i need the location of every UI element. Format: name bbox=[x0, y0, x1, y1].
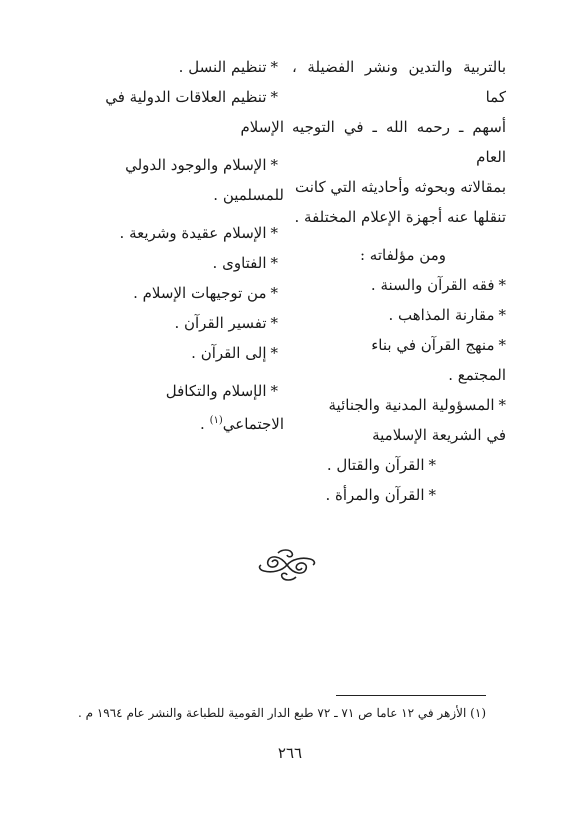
right-column bbox=[292, 52, 506, 510]
footnote-divider bbox=[336, 695, 486, 696]
work-title: الإسلام والتكافل bbox=[165, 382, 267, 400]
work-item bbox=[292, 330, 506, 360]
work-item bbox=[74, 218, 284, 248]
work-title: الإسلام والوجود الدولي bbox=[125, 156, 267, 174]
bullet-icon: * bbox=[498, 396, 506, 414]
work-title: فقه القرآن والسنة . bbox=[370, 276, 495, 294]
work-continuation bbox=[74, 406, 284, 439]
bullet-icon: * bbox=[270, 156, 278, 174]
intro-line: أسهم ـ رحمه الله ـ في التوجيه العام bbox=[292, 118, 506, 166]
work-item bbox=[292, 480, 506, 510]
work-item bbox=[74, 248, 284, 278]
work-item bbox=[292, 450, 506, 480]
bullet-icon: * bbox=[270, 314, 278, 332]
work-item bbox=[74, 338, 284, 368]
bullet-icon: * bbox=[270, 224, 278, 242]
work-title: القرآن والمرأة . bbox=[325, 486, 425, 504]
work-item bbox=[292, 270, 506, 300]
bullet-icon: * bbox=[498, 306, 506, 324]
ornament-icon bbox=[252, 545, 322, 585]
intro-line: بمقالاته وبحوثه وأحاديثه التي كانت bbox=[295, 178, 506, 196]
work-continuation: المجتمع . bbox=[448, 366, 506, 384]
intro-line: بالتربية والتدين ونشر الفضيلة ، كما bbox=[292, 58, 506, 106]
bullet-icon: * bbox=[270, 254, 278, 272]
work-title: تنظيم النسل . bbox=[178, 58, 267, 76]
bullet-icon: * bbox=[270, 284, 278, 302]
bullet-icon: * bbox=[428, 456, 436, 474]
work-title: القرآن والقتال . bbox=[326, 456, 425, 474]
work-item bbox=[292, 300, 506, 330]
work-item bbox=[74, 52, 284, 82]
work-title: تفسير القرآن . bbox=[174, 314, 267, 332]
footnote-marker: (١) bbox=[209, 415, 223, 426]
work-continuation: في الشريعة الإسلامية bbox=[372, 426, 506, 444]
bullet-icon: * bbox=[270, 344, 278, 362]
bullet-icon: * bbox=[498, 276, 506, 294]
work-continuation: للمسلمين . bbox=[213, 186, 284, 204]
bullet-icon: * bbox=[428, 486, 436, 504]
work-item bbox=[74, 278, 284, 308]
work-title: من توجيهات الإسلام . bbox=[133, 284, 267, 302]
work-title: منهج القرآن في بناء bbox=[371, 336, 495, 354]
page-number: ٢٦٦ bbox=[277, 744, 303, 762]
work-title: إلى القرآن . bbox=[191, 344, 267, 362]
work-title: مقارنة المذاهب . bbox=[388, 306, 495, 324]
work-item bbox=[74, 150, 284, 180]
work-title: الإسلام عقيدة وشريعة . bbox=[119, 224, 267, 242]
work-title: الاجتماعي bbox=[222, 415, 284, 433]
bullet-icon: * bbox=[270, 88, 278, 106]
works-heading: ومن مؤلفاته : bbox=[359, 246, 446, 264]
left-column bbox=[74, 52, 284, 439]
intro-line: تنقلها عنه أجهزة الإعلام المختلفة . bbox=[294, 208, 506, 226]
work-title: المسؤولية المدنية والجنائية bbox=[328, 396, 495, 414]
bullet-icon: * bbox=[270, 58, 278, 76]
work-title: الفتاوى . bbox=[212, 254, 267, 272]
bullet-icon: * bbox=[498, 336, 506, 354]
footnote: (١) الأزهر في ١٢ عاما ص ٧١ ـ ٧٢ طبع الدار القومية للطباعة والنشر عام ١٩٦٤ م . bbox=[77, 706, 486, 720]
bullet-icon: * bbox=[270, 382, 278, 400]
work-continuation: الإسلام bbox=[240, 118, 284, 136]
work-item bbox=[74, 376, 284, 406]
period: . bbox=[200, 415, 210, 433]
work-title: تنظيم العلاقات الدولية في bbox=[105, 88, 267, 106]
work-item bbox=[74, 82, 284, 112]
work-item bbox=[74, 308, 284, 338]
work-item bbox=[292, 390, 506, 420]
